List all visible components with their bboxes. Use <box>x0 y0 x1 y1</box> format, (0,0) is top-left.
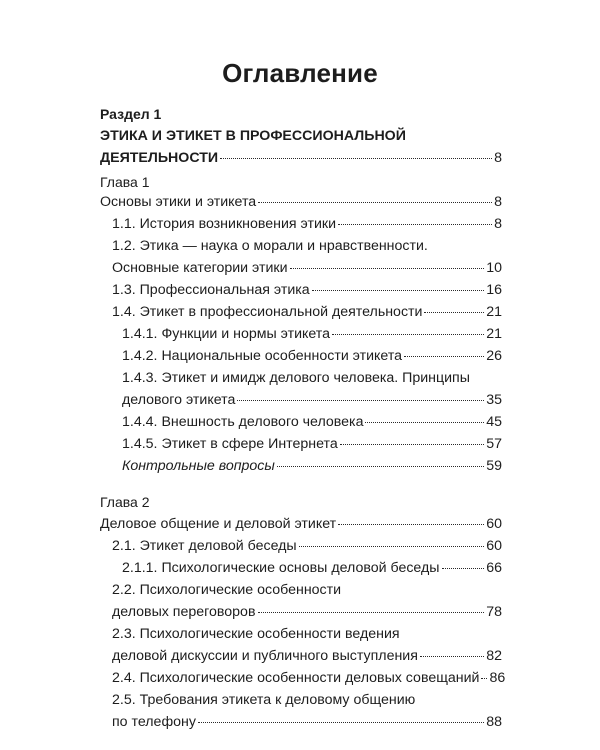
toc-entry-questions: Контрольные вопросы 59 <box>122 458 502 474</box>
toc-entry-line1: 1.2. Этика — наука о морали и нравственности. <box>112 238 428 254</box>
chapter-label: Глава 2 <box>100 494 150 510</box>
page-title: Оглавление <box>222 58 378 88</box>
toc-entry-line1: 2.5. Требования этикета к деловому общению <box>112 692 416 708</box>
toc-entry: 1.4.5. Этикет в сфере Интернета 57 <box>122 436 502 452</box>
toc-entry: 2.1. Этикет деловой беседы 60 <box>112 538 502 554</box>
toc-entry: 1.4. Этикет в профессиональной деятельности 21 <box>112 304 502 320</box>
toc-entry-line1: 2.3. Психологические особенности ведения <box>112 626 400 642</box>
toc-entry: 1.4.1. Функции и нормы этикета 21 <box>122 326 502 342</box>
section-title-line1: ЭТИКА И ЭТИКЕТ В ПРОФЕССИОНАЛЬНОЙ <box>100 128 406 144</box>
toc-entry: 1.1. История возникновения этики 8 <box>112 216 502 232</box>
toc-entry-line1: 2.2. Психологические особенности <box>112 582 342 598</box>
toc-entry: Основные категории этики 10 <box>112 260 502 276</box>
toc-entry: 2.1.1. Психологические основы деловой беседы 66 <box>122 560 502 576</box>
toc-entry: деловых переговоров 78 <box>112 604 502 620</box>
toc-entry: деловой дискуссии и публичного выступления 82 <box>112 648 502 664</box>
toc-entry: 2.4. Психологические особенности деловых совещаний 86 <box>112 670 506 686</box>
toc-entry: 1.3. Профессиональная этика 16 <box>112 282 502 298</box>
section-label: Раздел 1 <box>100 106 162 122</box>
toc-entry: 1.4.4. Внешность делового человека 45 <box>122 414 502 430</box>
toc-entry-chapter1: Основы этики и этикета 8 <box>100 194 502 210</box>
toc-entry: делового этикета 35 <box>122 392 502 408</box>
toc-entry-section1: ДЕЯТЕЛЬНОСТИ 8 <box>100 150 502 166</box>
toc-entry: 1.4.2. Национальные особенности этикета 26 <box>122 348 502 364</box>
toc-entry-line1: 1.4.3. Этикет и имидж делового человека. Принципы <box>122 370 470 386</box>
chapter-label: Глава 1 <box>100 174 150 190</box>
toc-entry: по телефону 88 <box>112 714 502 730</box>
toc-entry-chapter2: Деловое общение и деловой этикет 60 <box>100 516 502 532</box>
